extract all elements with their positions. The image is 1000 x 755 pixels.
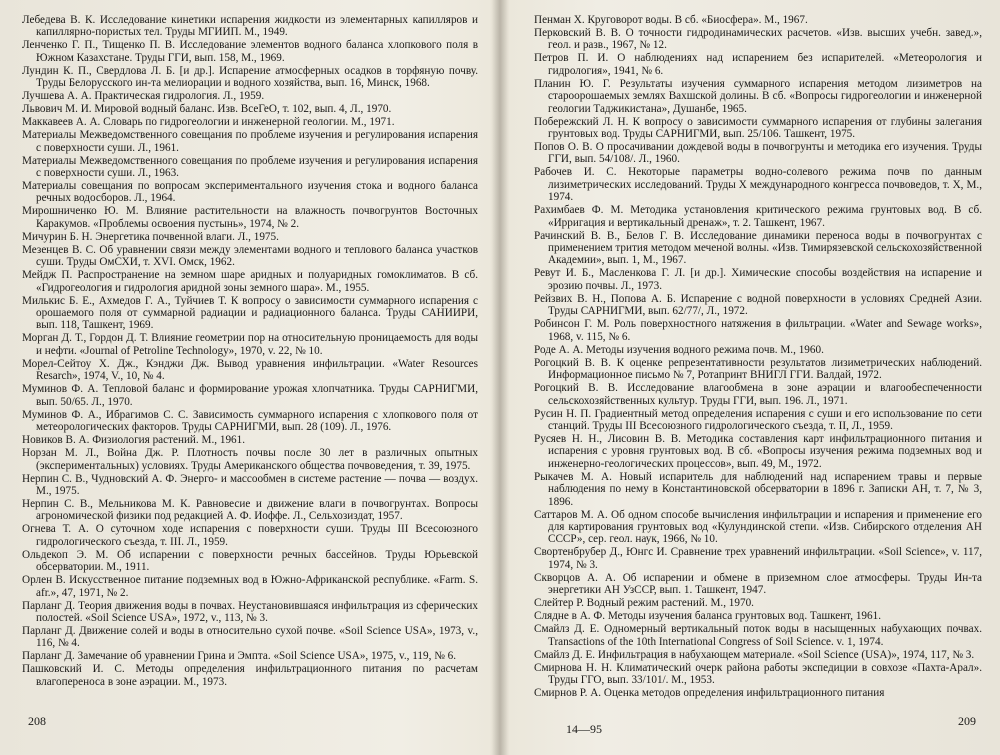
bibliography-entry: Пенман Х. Круговорот воды. В сб. «Биосфера». М., 1967. [534, 14, 808, 26]
bibliography-entry: Материалы Межведомственного совещания по проблеме изучения и регулирования испарения с поверхности суши. Л., 1961. [22, 129, 478, 154]
bibliography-entry: Рогоцкий В. В. Исследование влагообмена в зоне аэрации и влагообеспеченности сельскохозяйственных культур. Труды ГГИ, вып. 196. Л., 1971. [534, 382, 982, 407]
bibliography-entry: Материалы Межведомственного совещания по проблеме изучения и регулирования испарения с поверхности суши. Л., 1963. [22, 154, 478, 180]
bibliography-entry: Попов О. В. О просачивании дождевой воды в почвогрунты и методика его изучения. Труды ГГИ, вып. 54/108/. Л., 1960. [534, 141, 982, 166]
bibliography-entry: Рыкачев М. А. Новый испаритель для наблюдений над испарением травы и первые наблюдения по нему в Константиновской обсерватории в 1896 г. Записки АН, т. 7, № 3, 1896. [534, 470, 982, 508]
bibliography-entry: Лундин К. П., Свердлова Л. Б. [и др.]. Испарение атмосферных осадков в торфяную почву. Труды Белорусского ин-та мелиорации и водного хозяйства, вып. 16, Минск, 1968. [22, 64, 478, 90]
bibliography-entry: Новиков В. А. Физиология растений. М., 1961. [22, 434, 246, 447]
bibliography-entry: Лебедева В. К. Исследование кинетики испарения жидкости из элементарных капилляров и капиллярно-пористых тел. Труды МГИИП. М., 1949. [22, 14, 478, 39]
left-page [22, 14, 478, 689]
bibliography-entry: Огнева Т. А. О суточном ходе испарения с поверхности суши. Труды III Всесоюзного гидрологического съезда, т. III. Л., 1959. [22, 523, 478, 548]
bibliography-entry: Робинсон Г. М. Роль поверхностного натяжения в фильтрации. «Water and Sewage works», 1968, v. 115, № 6. [534, 318, 982, 343]
bibliography-entry: Смирнова Н. Н. Климатический очерк района работы экспедиции в совхозе «Пахта-Арал». Труды ГГО, вып. 33/101/. М., 1953. [534, 661, 982, 686]
page-number-left: 208 [28, 714, 46, 728]
bibliography-entry: Нерпин С. В., Чудновский А. Ф. Энерго- и массообмен в системе растение — почва — воздух. М., 1975. [22, 472, 478, 497]
bibliography-entry: Норзан М. Л., Война Дж. Р. Плотность почвы после 30 лет в различных опытных (экспериментальных) условиях. Труды Американского общества почвоведения, т. 39, 1975. [22, 447, 478, 472]
bibliography-entry: Львович М. И. Мировой водный баланс. Изв. ВсеГеО, т. 102, вып. 4, Л., 1970. [22, 103, 392, 116]
bibliography-entry: Перковский В. В. О точности гидродинамических расчетов. «Изв. высших учебн. завед.», геол. и разв., 1967, № 12. [534, 27, 982, 52]
bibliography-entry: Парланг Д. Теория движения воды в почвах. Неустановившаяся инфильтрация из сферических полостей. «Soil Science USA», 1972, v., 113, № 3. [22, 599, 478, 624]
bibliography-entry: Слейтер Р. Водный режим растений. М., 1970. [534, 597, 754, 610]
bibliography-entry: Ревут И. Б., Масленкова Г. Л. [и др.]. Химические способы воздействия на испарение и эрозию почвы. Л., 1973. [534, 267, 982, 292]
bibliography-entry: Муминов Ф. А., Ибрагимов С. С. Зависимость суммарного испарения с хлопкового поля от метеорологических факторов. Труды САРНИГМИ, вып. 28 (109). Л., 1976. [22, 408, 478, 434]
bibliography-entry: Смайлз Д. Е. Одномерный вертикальный поток воды в насыщенных набухающих почвах. Transactions of the 10th International Congress of Soil Science. v. 1, 1974. [534, 623, 982, 648]
bibliography-entry: Маккавеев А. А. Словарь по гидрогеологии и инженерной геологии. М., 1971. [22, 116, 395, 129]
bibliography-entry: Пашковский И. С. Методы определения инфильтрационного питания по расчетам влагопереноса в зоне аэрации. М., 1973. [22, 663, 478, 688]
bibliography-entry: Рейзвих В. Н., Попова А. Б. Испарение с водной поверхности в условиях Средней Азии. Труды САРНИГМИ, вып. 62/77/, Л., 1972. [534, 292, 982, 318]
bibliography-entry: Рахимбаев Ф. М. Методика установления критического режима грунтовых вод. В сб. «Ирригация и вертикальный дренаж», т. 2. Ташкент, 1967. [534, 204, 982, 229]
bibliography-entry: Слядне в А. Ф. Методы изучения баланса грунтовых вод. Ташкент, 1961. [534, 610, 881, 623]
bibliography-entry: Нерпин С. В., Мельникова М. К. Равновесие и движение влаги в почвогрунтах. Вопросы агрономической физики под редакцией А. Ф. Иоффе. Л., Сельхозиздат, 1957. [22, 497, 478, 523]
bibliography-entry: Планин Ю. Г. Результаты изучения суммарного испарения методом лизиметров на староорошаемых землях Вахшской долины. В сб. «Вопросы гидрогеологии и инженерной геологии Таджикистана», Душанбе, 1965. [534, 77, 982, 115]
bibliography-entry: Петров П. И. О наблюдениях над испарением без испарителей. «Метеорология и гидрология», 1941, № 6. [534, 52, 982, 77]
bibliography-entry: Ольдекоп Э. М. Об испарении с поверхности речных бассейнов. Труды Юрьевской обсерватории. М., 1911. [22, 548, 478, 574]
right-page [534, 14, 982, 700]
bibliography-entry: Рогоцкий В. В. К оценке репрезентативности результатов лизиметрических наблюдений. Информационное письмо № 7, Ротапринт ВНИГЛ ГГИ. Валдай, 1972. [534, 356, 982, 382]
bibliography-entry: Побережский Л. Н. К вопросу о зависимости суммарного испарения от глубины залегания грунтовых вод. Труды САРНИГМИ, вып. 25/106. Ташкент, 1975. [534, 115, 982, 141]
printer-signature: 14—95 [566, 722, 602, 736]
bibliography-entry: Смайлз Д. Е. Инфильтрация в набухающем материале. «Soil Science (USA)», 1974, 117, № 3. [534, 648, 975, 661]
bibliography-entry: Орлен В. Искусственное питание подземных вод в Южно-Африканской республике. «Farm. S. afr.», 47, 1971, № 2. [22, 574, 478, 599]
bibliography-entry: Муминов Ф. А. Тепловой баланс и формирование урожая хлопчатника. Труды САРНИГМИ, вып. 50/65. Л., 1970. [22, 383, 478, 408]
bibliography-entry: Саттаров М. А. Об одном способе вычисления инфильтрации и испарения и применение его для картирования грунтовых вод «Кулундинской степи. «Изв. Сибирского отделения АН СССР», сер. геол. наук, 1966, № 10. [534, 508, 982, 546]
bibliography-entry: Свортенбрубер Д., Юнгс И. Сравнение трех уравнений инфильтрации. «Soil Science», v. 117, 1974, № 3. [534, 546, 982, 571]
bibliography-entry: Рабочев И. С. Некоторые параметры водно-солевого режима почв по данным лизиметрических исследований. Труды X международного конгресса почвоведов, т. X, М., 1974. [534, 166, 982, 204]
bibliography-entry: Рачинский В. В., Белов Г. В. Исследование динамики переноса воды в почвогрунтах с применением трития методом меченой волны. «Изв. Тимирязевской сельскохозяйственной Академии», вып. 1, М., 1967. [534, 229, 982, 267]
bibliography-entry: Мирошниченко Ю. М. Влияние растительности на влажность почвогрунтов Восточных Каракумов. «Проблемы освоения пустынь», 1974, № 2. [22, 205, 478, 230]
bibliography-entry: Парланг Д. Замечание об уравнении Грина и Эмпта. «Soil Science USA», 1975, v., 119, № 6. [22, 650, 457, 663]
bibliography-entry: Морел-Сейтоу Х. Дж., Кэнджи Дж. Вывод уравнения инфильтрации. «Water Resources Resarch», 1974, V., 10, № 4. [22, 357, 478, 383]
bibliography-entry: Скворцов А. А. Об испарении и обмене в приземном слое атмосферы. Труды Ин-та энергетики АН УзССР, вып. 1. Ташкент, 1947. [534, 571, 982, 597]
page-number-right: 209 [958, 714, 976, 728]
bibliography-entry: Ленченко Г. П., Тищенко П. В. Исследование элементов водного баланса хлопкового поля в Южном Казахстане. Труды ГГИ, вып. 158, М., 1969. [22, 39, 478, 64]
bibliography-entry: Мезенцев В. С. Об уравнении связи между элементами водного и теплового баланса участков суши. Труды ОмСХИ, т. XVI. Омск, 1962. [22, 243, 478, 269]
bibliography-entry: Мичурин Б. Н. Энергетика почвенной влаги. Л., 1975. [22, 230, 279, 243]
bibliography-entry: Лучшева А. А. Практическая гидрология. Л., 1959. [22, 90, 265, 103]
bibliography-entry: Материалы совещания по вопросам экспериментального изучения стока и водного баланса речных водосборов. Л., 1964. [22, 180, 478, 205]
bibliography-entry: Смирнов Р. А. Оценка методов определения инфильтрационного питания [534, 686, 885, 699]
book-gutter [492, 0, 508, 755]
bibliography-entry: Милькис Б. Е., Ахмедов Г. А., Туйчиев Т. К вопросу о зависимости суммарного испарения с орошаемого поля от суммарной радиации и радиационного баланса. Труды САНИИРИ, вып. 118, Ташкент, 1969. [22, 294, 478, 332]
bibliography-entry: Парланг Д. Движение солей и воды в относительно сухой почве. «Soil Science USA», 1973, v., 116, № 4. [22, 624, 478, 650]
bibliography-entry: Русин Н. П. Градиентный метод определения испарения с суши и его использование по сети станций. Труды III Всесоюзного гидрологического съезда, т. II, Л., 1959. [534, 407, 982, 432]
bibliography-entry: Морган Д. Т., Гордон Д. Т. Влияние геометрии пор на относительную проницаемость для воды и нефти. «Journal of Petroline Technology», 1970, v. 22, № 10. [22, 332, 478, 357]
bibliography-entry: Роде А. А. Методы изучения водного режима почв. М., 1960. [534, 343, 824, 356]
bibliography-entry: Мейдж П. Распространение на земном шаре аридных и полуаридных гомоклиматов. В сб. «Гидрогеология и гидрология аридной зоны земного шара». М., 1955. [22, 269, 478, 294]
bibliography-entry: Русяев Н. Н., Лисовин В. В. Методика составления карт инфильтрационного питания и испарения с уровня грунтовых вод. В сб. «Вопросы изучения режима подземных вод и инженерно-геологических процессов», вып. 49, М., 1972. [534, 432, 982, 470]
